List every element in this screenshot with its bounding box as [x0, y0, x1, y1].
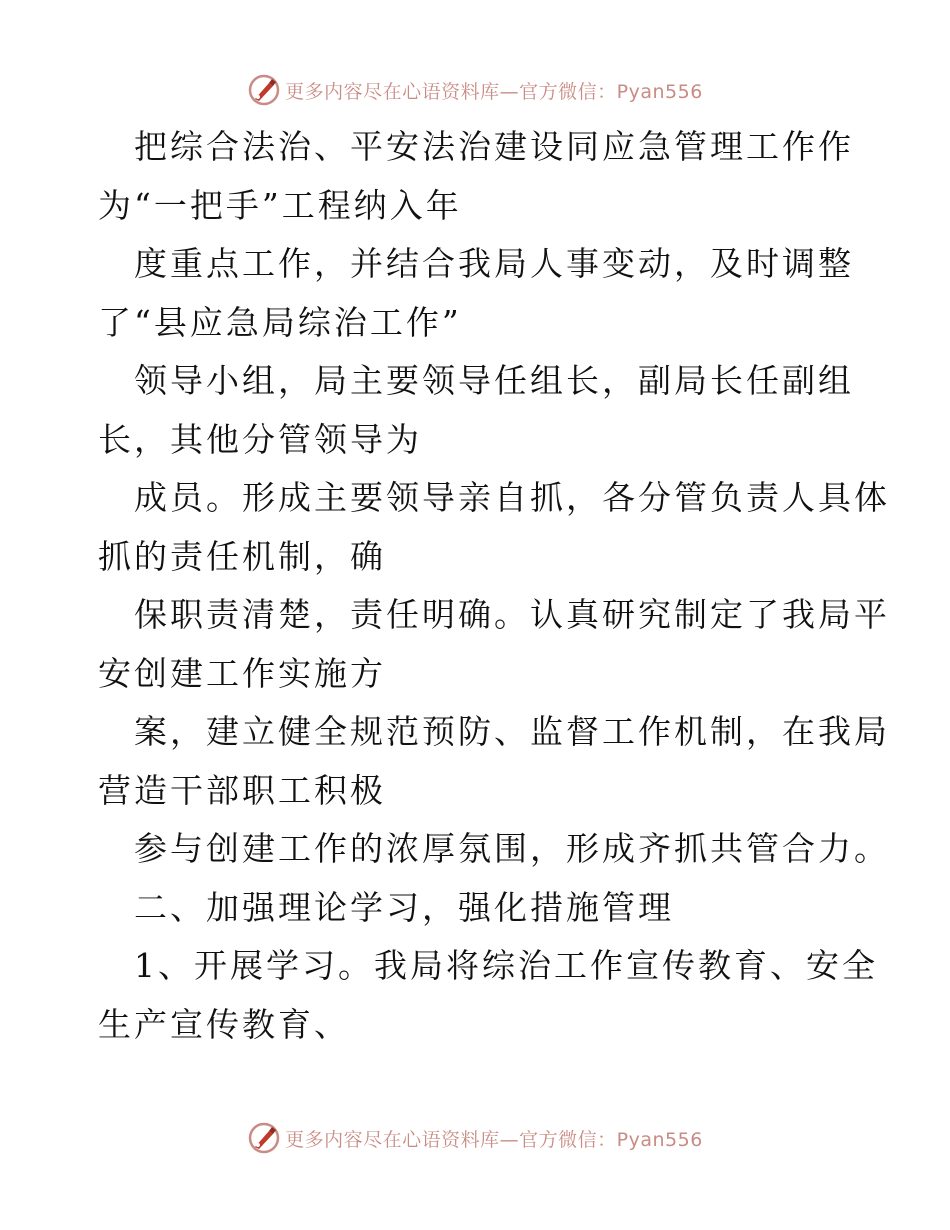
text-line: 成员。形成主要领导亲自抓，各分管负责人具体: [134, 478, 890, 517]
text-line: 安创建工作实施方: [98, 653, 386, 693]
text-line: 为“一把手”工程纳入年: [98, 185, 462, 225]
text-line: 抓的责任机制，确: [98, 536, 386, 576]
document-body: [98, 118, 890, 1054]
text-line: 度重点工作，并结合我局人事变动，及时调整: [134, 244, 854, 283]
text-line: 案，建立健全规范预防、监督工作机制，在我局: [134, 712, 890, 751]
pen-logo-icon: [247, 73, 281, 107]
text-line: 生产宣传教育、: [98, 1004, 350, 1044]
watermark-text: 更多内容尽在心语资料库—官方微信：Pyan556: [285, 1128, 703, 1151]
text-line: 参与创建工作的浓厚氛围，形成齐抓共管合力。: [134, 829, 890, 868]
text-line: 了“县应急局综治工作”: [98, 302, 462, 342]
footer-watermark: [0, 1118, 950, 1158]
text-line: 二、加强理论学习，强化措施管理: [134, 887, 674, 927]
text-line: 保职责清楚，责任明确。认真研究制定了我局平: [134, 595, 890, 634]
pen-logo-icon: [247, 1121, 281, 1155]
watermark-text: 更多内容尽在心语资料库—官方微信：Pyan556: [285, 80, 703, 103]
text-line: 1、开展学习。我局将综治工作宣传教育、安全: [134, 946, 878, 985]
text-line: 把综合法治、平安法治建设同应急管理工作作: [134, 127, 854, 166]
text-line: 长，其他分管领导为: [98, 419, 422, 459]
text-line: 营造干部职工积极: [98, 770, 386, 810]
header-watermark: [0, 70, 950, 110]
text-line: 领导小组，局主要领导任组长，副局长任副组: [134, 361, 854, 400]
